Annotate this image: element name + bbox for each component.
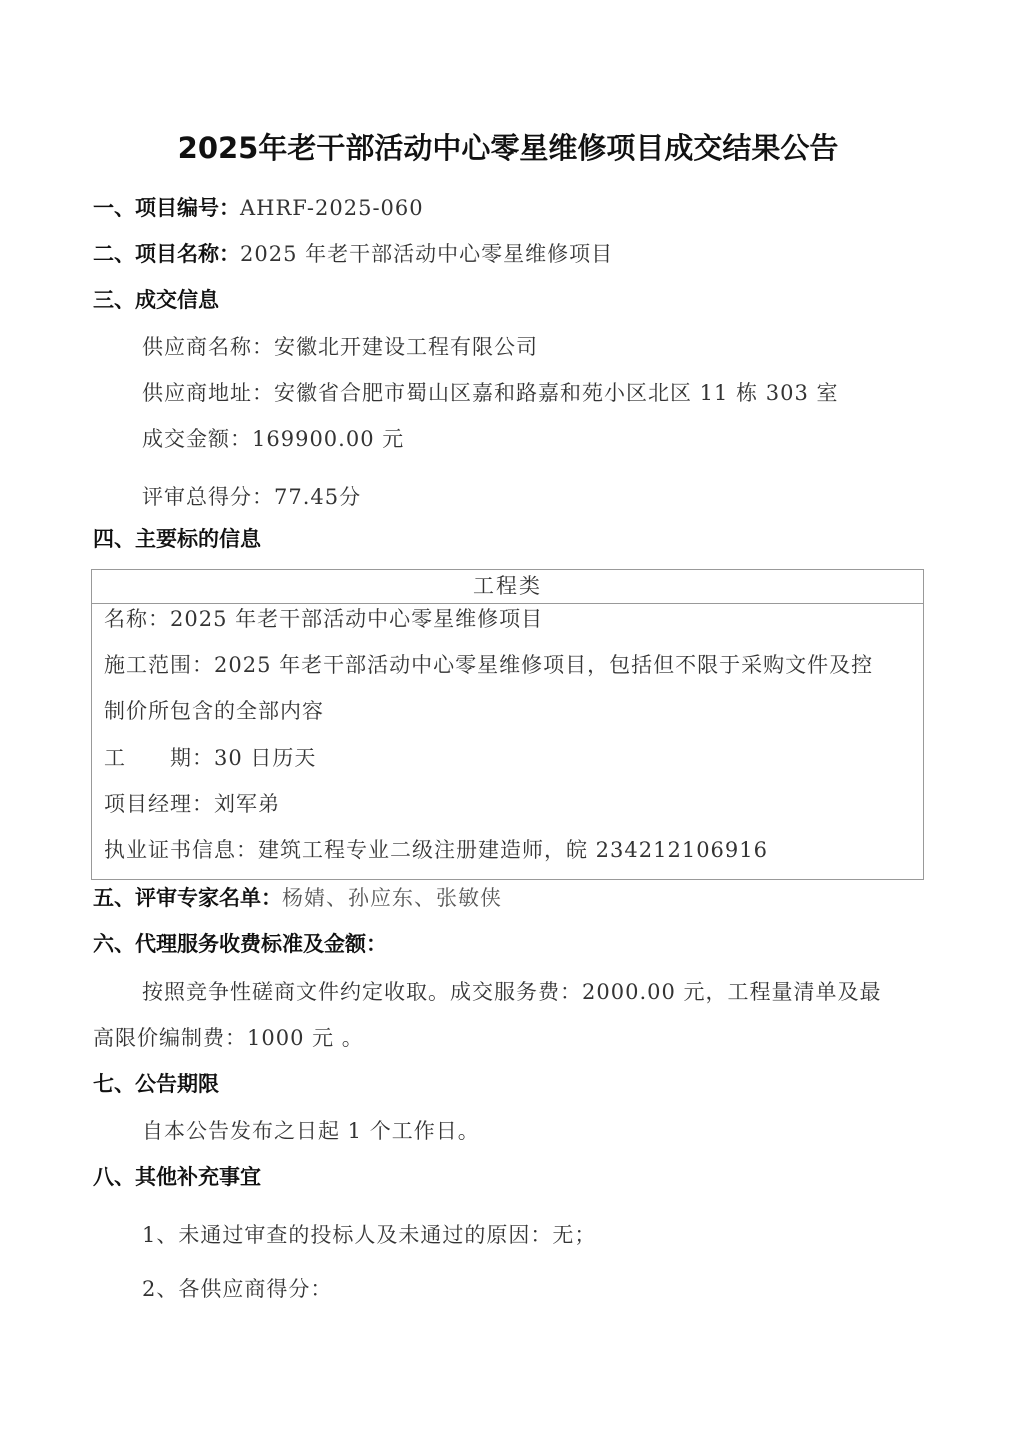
subject-info-table [91, 569, 924, 880]
project-number [93, 194, 424, 222]
supplier-name: 供应商名称：安徽北开建设工程有限公司 [142, 335, 538, 359]
table-scope-line1: 施工范围：2025 年老干部活动中心零星维修项目，包括但不限于采购文件及控 [104, 653, 874, 677]
section-heading: 七、公告期限 [93, 1072, 219, 1096]
deal-amount: 成交金额：169900.00 元 [142, 427, 405, 451]
total-score: 评审总得分：77.45分 [142, 485, 362, 509]
expert-list [93, 884, 502, 912]
period-label: 工 期： [104, 746, 214, 770]
supplement-item-1: 1、未通过审查的投标人及未通过的原因：无； [142, 1223, 597, 1247]
section-heading: 三、成交信息 [93, 288, 219, 312]
notice-period: 自本公告发布之日起 1 个工作日。 [142, 1119, 480, 1143]
section-heading: 二、项目名称： [93, 242, 240, 266]
table-project-name: 名称：2025 年老干部活动中心零星维修项目 [104, 607, 544, 631]
expert-names: 杨婧、孙应东、张敏侠 [282, 886, 502, 910]
project-number-value: AHRF-2025-060 [240, 196, 424, 220]
fee-line2: 高限价编制费：1000 元 。 [93, 1026, 364, 1050]
section-heading: 六、代理服务收费标准及金额： [93, 932, 387, 956]
table-manager: 项目经理：刘军弟 [104, 792, 280, 816]
supplier-address: 供应商地址：安徽省合肥市蜀山区嘉和路嘉和苑小区北区 11 栋 303 室 [142, 381, 839, 405]
table-header: 工程类 [92, 570, 923, 604]
table-certificate: 执业证书信息：建筑工程专业二级注册建造师，皖 234212106916 [104, 838, 769, 862]
table-period [104, 744, 316, 772]
section-heading: 四、主要标的信息 [93, 527, 261, 551]
period-value: 30 日历天 [214, 746, 317, 770]
supplement-item-2: 2、各供应商得分： [142, 1277, 333, 1301]
section-heading: 五、评审专家名单： [93, 886, 282, 910]
project-name-value: 2025 年老干部活动中心零星维修项目 [240, 242, 614, 266]
table-scope-line2: 制价所包含的全部内容 [104, 699, 324, 723]
fee-line1: 按照竞争性磋商文件约定收取。成交服务费：2000.00 元，工程量清单及最 [142, 980, 882, 1004]
section-heading: 八、其他补充事宜 [93, 1165, 261, 1189]
section-heading: 一、项目编号： [93, 196, 240, 220]
page-title: 2025年老干部活动中心零星维修项目成交结果公告 [177, 131, 839, 165]
project-name [93, 240, 613, 268]
